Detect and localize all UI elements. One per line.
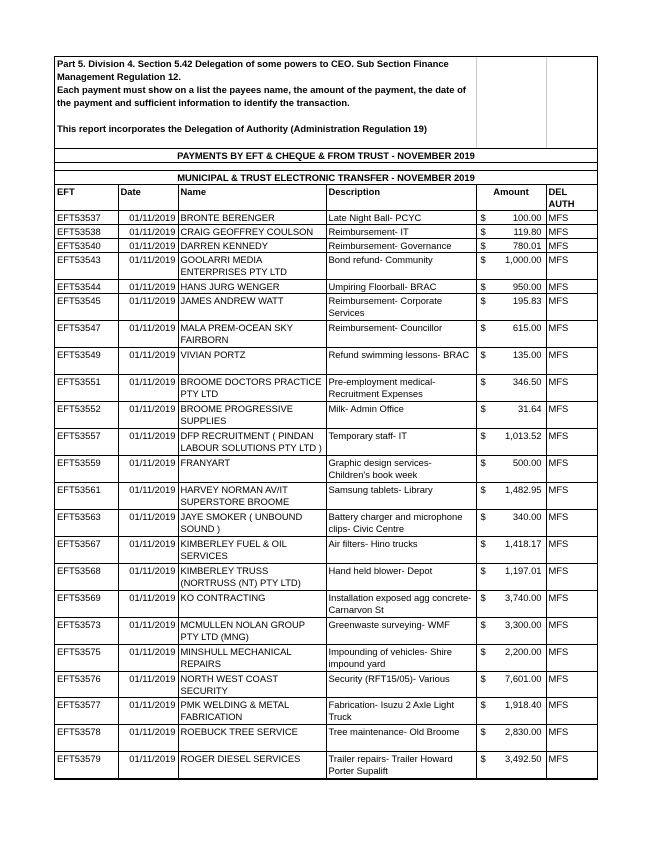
description-cell: Reimbursement- IT [326,225,476,239]
payment-rows [55,211,597,779]
payee-name-cell: ROGER DIESEL SERVICES [178,752,326,779]
amount-value: 31.64 [518,403,542,414]
date-cell: 01/11/2019 [118,672,178,698]
del-auth-cell: MFS [546,402,597,429]
table-row [55,225,597,239]
description-cell: Trailer repairs- Trailer Howard Porter Supalift [326,752,476,779]
payee-name-cell: VIVIAN PORTZ [178,348,326,375]
del-auth-cell: MFS [546,591,597,618]
del-auth-cell: MFS [546,429,597,456]
amount-cell [476,672,546,698]
eft-cell: EFT53543 [55,253,118,280]
payee-name-cell: KIMBERLEY FUEL & OIL SERVICES [178,537,326,564]
amount-cell [476,225,546,239]
table-row [55,645,597,672]
amount-value: 1,482.95 [505,484,542,495]
amount-value: 2,830.00 [505,726,542,737]
eft-cell: EFT53567 [55,537,118,564]
amount-cell [476,752,546,779]
currency-symbol: $ [480,646,486,657]
currency-symbol: $ [480,212,486,223]
del-auth-cell: MFS [546,698,597,725]
payee-name-cell: MALA PREM-OCEAN SKY FAIRBORN [178,321,326,348]
regulation-line-2: Management Regulation 12. [55,70,476,83]
date-cell: 01/11/2019 [118,618,178,645]
payee-name-cell: ROEBUCK TREE SERVICE [178,725,326,752]
amount-cell [476,239,546,253]
table-row [55,321,597,348]
payee-name-cell: HANS JURG WENGER [178,280,326,294]
amount-value: 2,200.00 [505,646,542,657]
table-row [55,698,597,725]
date-cell: 01/11/2019 [118,510,178,537]
date-cell: 01/11/2019 [118,225,178,239]
table-row [55,564,597,591]
payments-report-sheet [54,56,598,780]
del-auth-cell: MFS [546,225,597,239]
currency-symbol: $ [480,376,486,387]
eft-cell: EFT53551 [55,375,118,402]
table-row [55,591,597,618]
amount-value: 346.50 [512,376,542,387]
del-auth-cell: MFS [546,456,597,483]
currency-symbol: $ [480,699,486,710]
payee-name-cell: GOOLARRI MEDIA ENTERPRISES PTY LTD [178,253,326,280]
currency-symbol: $ [480,254,486,265]
date-cell: 01/11/2019 [118,564,178,591]
currency-symbol: $ [480,673,486,684]
payments-table [55,57,597,779]
amount-cell [476,402,546,429]
del-auth-cell: MFS [546,645,597,672]
description-cell: Air filters- Hino trucks [326,537,476,564]
amount-value: 340.00 [512,511,542,522]
del-auth-cell: MFS [546,375,597,402]
del-auth-cell: MFS [546,510,597,537]
amount-cell [476,211,546,225]
eft-cell: EFT53557 [55,429,118,456]
amount-cell [476,456,546,483]
del-auth-cell: MFS [546,348,597,375]
col-header-description: Description [326,185,476,211]
amount-cell [476,429,546,456]
description-cell: Bond refund- Community [326,253,476,280]
amount-value: 500.00 [512,457,542,468]
currency-symbol: $ [480,565,486,576]
description-cell: Umpiring Floorball- BRAC [326,280,476,294]
description-cell: Temporary staff- IT [326,429,476,456]
description-cell: Hand held blower- Depot [326,564,476,591]
currency-symbol: $ [480,753,486,764]
currency-symbol: $ [480,619,486,630]
date-cell: 01/11/2019 [118,321,178,348]
currency-symbol: $ [480,403,486,414]
eft-cell: EFT53545 [55,294,118,321]
date-cell: 01/11/2019 [118,725,178,752]
table-row [55,280,597,294]
payee-name-cell: DFP RECRUITMENT ( PINDAN LABOUR SOLUTIONS PTY LTD ) [178,429,326,456]
amount-value: 615.00 [512,322,542,333]
table-row [55,429,597,456]
description-cell: Tree maintenance- Old Broome [326,725,476,752]
del-auth-cell: MFS [546,211,597,225]
eft-cell: EFT53569 [55,591,118,618]
del-auth-cell: MFS [546,321,597,348]
amount-cell [476,294,546,321]
payee-name-cell: BROOME DOCTORS PRACTICE PTY LTD [178,375,326,402]
eft-cell: EFT53549 [55,348,118,375]
payee-name-cell: NORTH WEST COAST SECURITY [178,672,326,698]
amount-cell [476,280,546,294]
date-cell: 01/11/2019 [118,253,178,280]
table-row [55,375,597,402]
eft-cell: EFT53579 [55,752,118,779]
amount-value: 119.80 [513,226,542,237]
del-auth-cell: MFS [546,537,597,564]
date-cell: 01/11/2019 [118,483,178,510]
del-auth-cell: MFS [546,618,597,645]
description-cell: Samsung tablets- Library [326,483,476,510]
payee-name-cell: KO CONTRACTING [178,591,326,618]
eft-cell: EFT53559 [55,456,118,483]
eft-cell: EFT53540 [55,239,118,253]
amount-value: 1,000.00 [505,254,542,265]
amount-cell [476,698,546,725]
requirement-line-2: the payment and sufficient information to identify the transaction. [55,96,476,109]
table-row [55,348,597,375]
table-row [55,672,597,698]
description-cell: Security (RFT15/05)- Various [326,672,476,698]
payee-name-cell: BROOME PROGRESSIVE SUPPLIES [178,402,326,429]
description-cell: Graphic design services- Children's book week [326,456,476,483]
table-row [55,752,597,779]
col-header-amount: Amount [476,185,546,211]
del-auth-cell: MFS [546,253,597,280]
currency-symbol: $ [480,538,486,549]
currency-symbol: $ [480,592,486,603]
currency-symbol: $ [480,226,486,237]
payee-name-cell: CRAIG GEOFFREY COULSON [178,225,326,239]
amount-value: 3,492.50 [505,753,542,764]
delegation-note: This report incorporates the Delegation of Authority (Administration Regulation 19) [55,122,476,135]
amount-value: 1,197.01 [505,565,542,576]
payee-name-cell: DARREN KENNEDY [178,239,326,253]
table-row [55,725,597,752]
eft-cell: EFT53563 [55,510,118,537]
amount-cell [476,725,546,752]
description-cell: Reimbursement- Governance [326,239,476,253]
amount-cell [476,483,546,510]
col-header-del-auth: DEL AUTH [546,185,597,211]
date-cell: 01/11/2019 [118,591,178,618]
currency-symbol: $ [480,511,486,522]
description-cell: Refund swimming lessons- BRAC [326,348,476,375]
table-row [55,253,597,280]
date-cell: 01/11/2019 [118,280,178,294]
amount-cell [476,618,546,645]
amount-value: 3,300.00 [505,619,542,630]
currency-symbol: $ [480,430,486,441]
description-cell: Fabrication- Isuzu 2 Axle Light Truck [326,698,476,725]
date-cell: 01/11/2019 [118,375,178,402]
sub-title: MUNICIPAL & TRUST ELECTRONIC TRANSFER - NOVEMBER 2019 [55,171,597,185]
amount-value: 1,418.17 [505,538,542,549]
eft-cell: EFT53537 [55,211,118,225]
del-auth-cell: MFS [546,280,597,294]
amount-value: 7,601.00 [505,673,542,684]
amount-value: 1,918.40 [505,699,542,710]
currency-symbol: $ [480,322,486,333]
amount-value: 1,013.52 [505,430,542,441]
eft-cell: EFT53547 [55,321,118,348]
section-title: PAYMENTS BY EFT & CHEQUE & FROM TRUST - NOVEMBER 2019 [55,149,597,163]
description-cell: Impounding of vehicles- Shire impound yard [326,645,476,672]
eft-cell: EFT53577 [55,698,118,725]
currency-symbol: $ [480,240,486,251]
eft-cell: EFT53544 [55,280,118,294]
col-header-name: Name [178,185,326,211]
payee-name-cell: JAYE SMOKER ( UNBOUND SOUND ) [178,510,326,537]
date-cell: 01/11/2019 [118,645,178,672]
currency-symbol: $ [480,295,486,306]
eft-cell: EFT53573 [55,618,118,645]
amount-cell [476,321,546,348]
amount-cell [476,645,546,672]
eft-cell: EFT53575 [55,645,118,672]
table-row [55,294,597,321]
del-auth-cell: MFS [546,752,597,779]
table-row [55,537,597,564]
table-row [55,618,597,645]
description-cell: Late Night Ball- PCYC [326,211,476,225]
amount-value: 3,740.00 [505,592,542,603]
date-cell: 01/11/2019 [118,402,178,429]
date-cell: 01/11/2019 [118,211,178,225]
amount-value: 950.00 [512,281,542,292]
date-cell: 01/11/2019 [118,456,178,483]
amount-cell [476,564,546,591]
date-cell: 01/11/2019 [118,752,178,779]
payee-name-cell: MCMULLEN NOLAN GROUP PTY LTD (MNG) [178,618,326,645]
payee-name-cell: MINSHULL MECHANICAL REPAIRS [178,645,326,672]
payee-name-cell: BRONTE BERENGER [178,211,326,225]
amount-value: 195.83 [512,295,542,306]
del-auth-cell: MFS [546,564,597,591]
currency-symbol: $ [480,457,486,468]
del-auth-cell: MFS [546,672,597,698]
payee-name-cell: JAMES ANDREW WATT [178,294,326,321]
date-cell: 01/11/2019 [118,348,178,375]
description-cell: Reimbursement- Councillor [326,321,476,348]
amount-cell [476,591,546,618]
del-auth-cell: MFS [546,483,597,510]
date-cell: 01/11/2019 [118,698,178,725]
table-row [55,510,597,537]
table-row [55,456,597,483]
del-auth-cell: MFS [546,239,597,253]
eft-cell: EFT53576 [55,672,118,698]
col-header-eft: EFT [55,185,118,211]
date-cell: 01/11/2019 [118,429,178,456]
amount-value: 135.00 [512,349,542,360]
amount-value: 780.01 [512,240,542,251]
amount-cell [476,510,546,537]
del-auth-cell: MFS [546,725,597,752]
payee-name-cell: PMK WELDING & METAL FABRICATION [178,698,326,725]
date-cell: 01/11/2019 [118,537,178,564]
amount-cell [476,348,546,375]
eft-cell: EFT53578 [55,725,118,752]
eft-cell: EFT53552 [55,402,118,429]
currency-symbol: $ [480,281,486,292]
currency-symbol: $ [480,484,486,495]
amount-cell [476,375,546,402]
table-row [55,402,597,429]
currency-symbol: $ [480,349,486,360]
description-cell: Milk- Admin Office [326,402,476,429]
requirement-line-1: Each payment must show on a list the payees name, the amount of the payment, the date of [55,83,476,96]
del-auth-cell: MFS [546,294,597,321]
description-cell: Installation exposed agg concrete- Carnarvon St [326,591,476,618]
amount-cell [476,537,546,564]
payee-name-cell: HARVEY NORMAN AV/IT SUPERSTORE BROOME [178,483,326,510]
table-row [55,211,597,225]
eft-cell: EFT53568 [55,564,118,591]
payee-name-cell: KIMBERLEY TRUSS (NORTRUSS (NT) PTY LTD) [178,564,326,591]
date-cell: 01/11/2019 [118,294,178,321]
eft-cell: EFT53561 [55,483,118,510]
table-row [55,239,597,253]
description-cell: Pre-employment medical- Recruitment Expenses [326,375,476,402]
currency-symbol: $ [480,726,486,737]
amount-value: 100.00 [512,212,542,223]
table-row [55,483,597,510]
date-cell: 01/11/2019 [118,239,178,253]
regulation-line-1: Part 5. Division 4. Section 5.42 Delegation of some powers to CEO. Sub Section Finance [55,57,476,70]
payee-name-cell: FRANYART [178,456,326,483]
eft-cell: EFT53538 [55,225,118,239]
description-cell: Greenwaste surveying- WMF [326,618,476,645]
description-cell: Reimbursement- Corporate Services [326,294,476,321]
description-cell: Battery charger and microphone clips- Civic Centre [326,510,476,537]
col-header-date: Date [118,185,178,211]
amount-cell [476,253,546,280]
